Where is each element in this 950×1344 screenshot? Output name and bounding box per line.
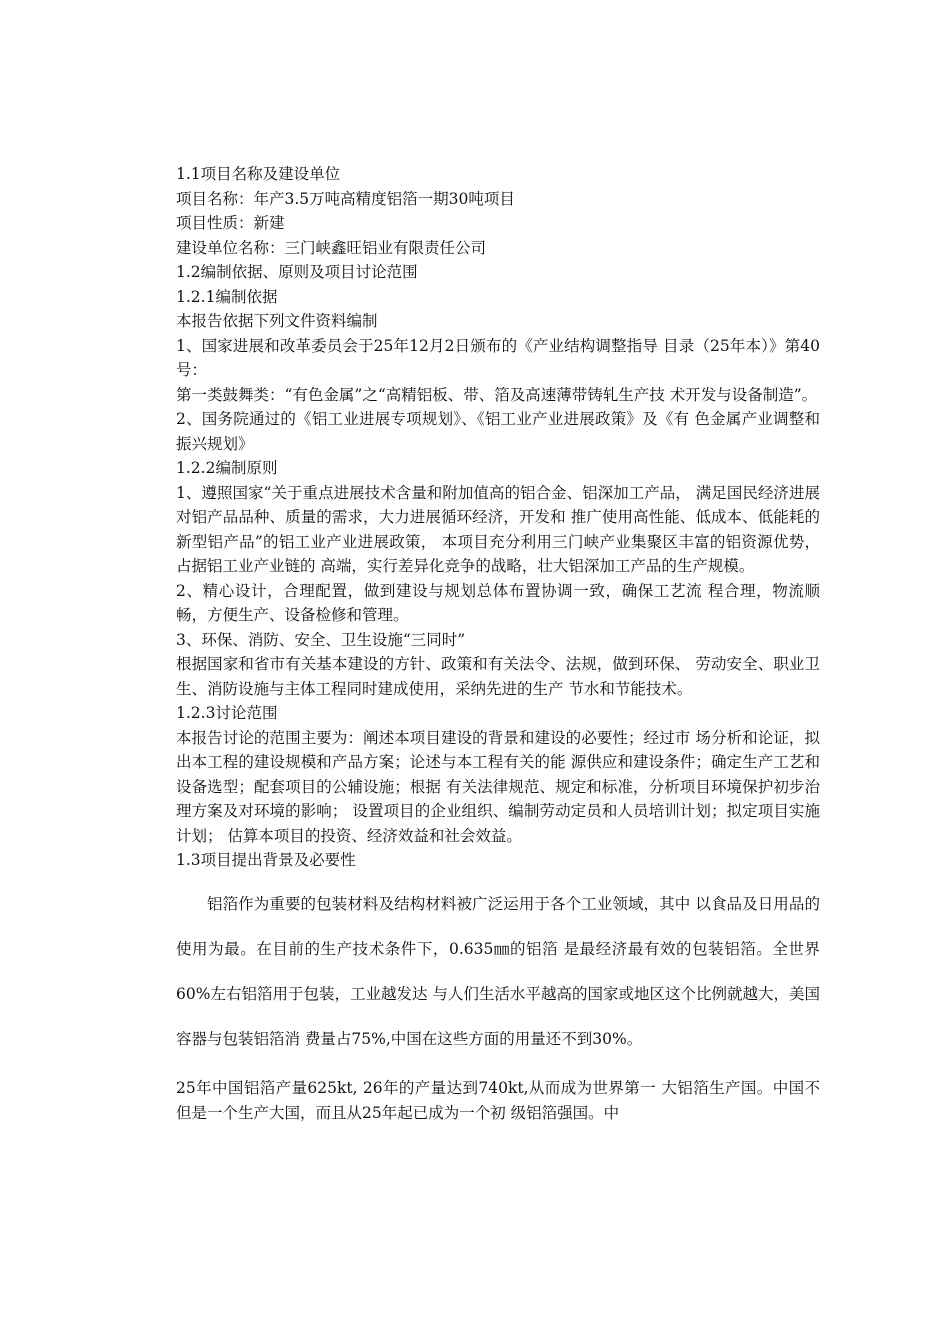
principle-item-3-title: 3、环保、消防、安全、卫生设施“三同时” <box>176 630 466 649</box>
section-heading-1-2-2: 1.2.2编制原则 <box>176 459 278 477</box>
principle-item-3: 根据国家和省市有关基本建设的方针、政策和有关法令、法规，做到环保、 劳动安全、职业卫生、消防设施与主体工程同时建成使用，采纳先进的生产 节水和节能技术。 <box>176 655 820 698</box>
spacer <box>176 873 820 882</box>
section-heading-1-3: 1.3项目提出背景及必要性 <box>176 851 356 869</box>
background-paragraph-2: 25年中国铝箔产量625kt, 26年的产量达到740kt,从而成为世界第一 大铝箔生产国。中国不但是一个生产大国，而且从25年起已成为一个初 级铝箔强国。中 <box>176 1078 820 1122</box>
basis-intro: 本报告依据下列文件资料编制 <box>176 312 378 330</box>
document-body <box>176 162 820 1126</box>
basis-item-2: 2、国务院通过的《铝工业进展专项规划》、《铝工业产业进展政策》及《有 色金属产业调整和振兴规划》 <box>176 410 820 453</box>
project-name: 项目名称：年产3.5万吨高精度铝箔一期30吨项目 <box>176 189 515 208</box>
principle-item-1: 1、遵照国家“关于重点进展技术含量和附加值高的铝合金、铝深加工产品， 满足国民经济进展对铝产品品种、质量的需求，大力进展循环经济，开发和 推广使用高性能、低成本、低能耗的新型铝产品”的铝工业产业进展政策， 本项目充分利用三门峡产业集聚区丰富的铝资源优势，占据铝工业产业链的 高端，实行差异化竞争的战略，壮大铝深加工产品的生产规模。 <box>176 483 820 575</box>
background-paragraph-1: 铝箔作为重要的包装材料及结构材料被广泛运用于各个工业领域，其中 以食品及日用品的使用为最。在目前的生产技术条件下，0.635㎜的铝箔 是最经济最有效的包装铝箔。全世界60%左右铝箔用于包装，工业越发达 与人们生活水平越高的国家或地区这个比例就越大，美国容器与包装铝箔消 费量占75%,中国在这些方面的用量还不到30%。 <box>176 894 820 1048</box>
basis-item-1: 1、国家进展和改革委员会于25年12月2日颁布的《产业结构调整指导 目录（25年本）》第40号： <box>176 336 820 379</box>
section-heading-1-1: 1.1项目名称及建设单位 <box>176 165 341 183</box>
section-heading-1-2: 1.2编制依据、原则及项目讨论范围 <box>176 263 418 281</box>
project-nature: 项目性质：新建 <box>176 214 285 232</box>
section-heading-1-2-1: 1.2.1编制依据 <box>176 287 278 306</box>
scope-paragraph: 本报告讨论的范围主要为：阐述本项目建设的背景和建设的必要性；经过市 场分析和论证，拟出本工程的建设规模和产品方案；论述与本工程有关的能 源供应和建设条件；确定生产工艺和设备选型；配套项目的公辅设施；根据 有关法律规范、规定和标准，分析项目环境保护初步治理方案及对环境的影响； 设置项目的企业组织、编制劳动定员和人员培训计划；拟定项目实施计划； 估算本项目的投资、经济效益和社会效益。 <box>176 728 820 845</box>
principle-item-2: 2、精心设计，合理配置，做到建设与规划总体布置协调一致，确保工艺流 程合理，物流顺畅，方便生产、设备检修和管理。 <box>176 581 820 624</box>
builder-name: 建设单位名称：三门峡鑫旺铝业有限责任公司 <box>176 238 487 257</box>
basis-item-1-sub: 第一类鼓舞类：“有色金属”之“高精铝板、带、箔及高速薄带铸轧生产技 术开发与设备制造”。 <box>176 385 818 404</box>
section-heading-1-2-3: 1.2.3讨论范围 <box>176 704 278 722</box>
